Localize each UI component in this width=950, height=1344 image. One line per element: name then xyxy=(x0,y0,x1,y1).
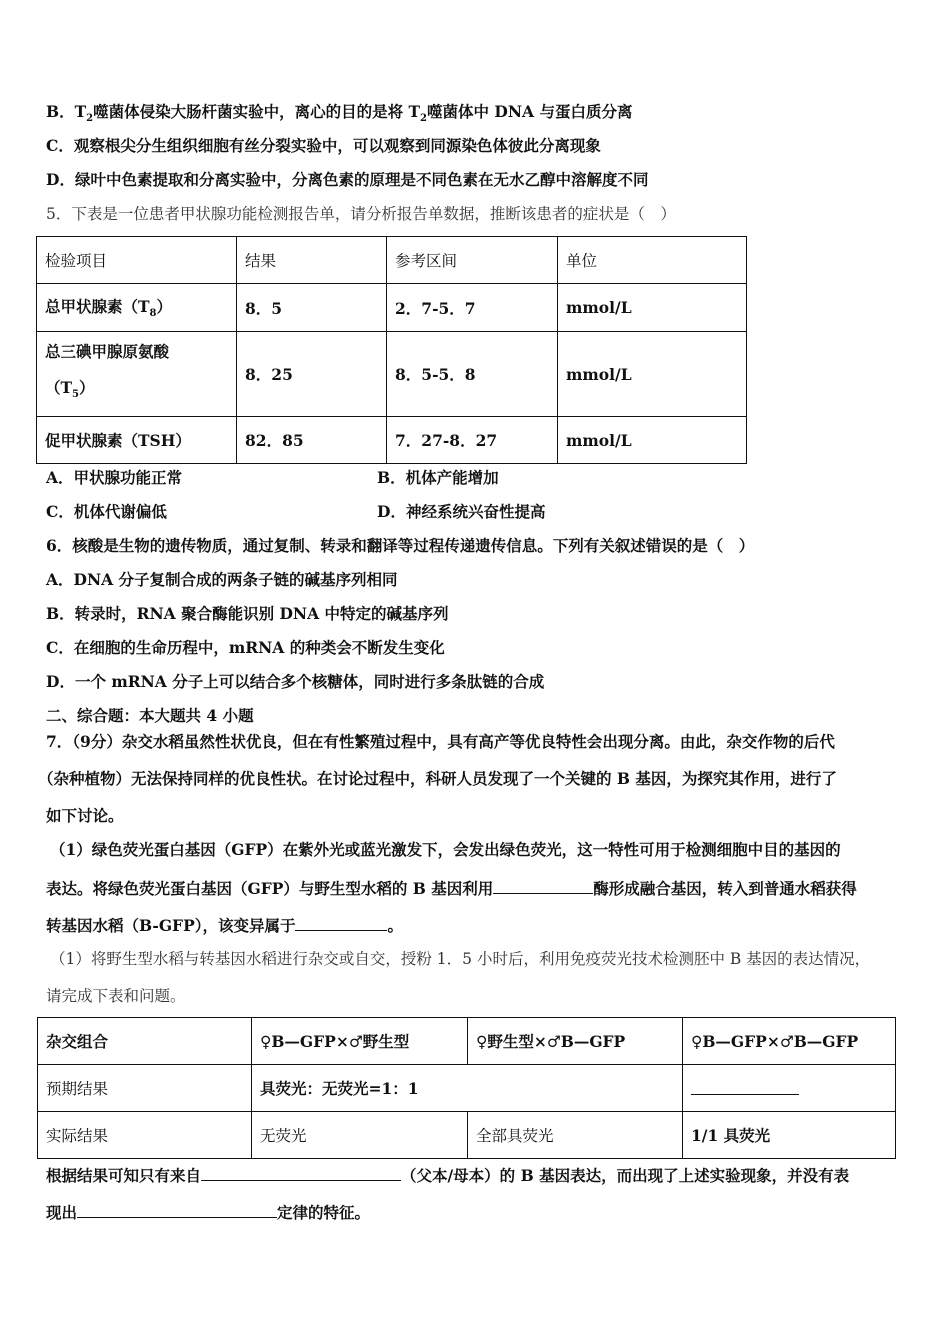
q7-part2-line2: 请完成下表和问题。 xyxy=(46,987,186,1005)
table-cell: 促甲状腺素（TSH） xyxy=(37,417,237,464)
q6-stem: 6．核酸是生物的遗传物质，通过复制、转录和翻译等过程传递遗传信息。下列有关叙述错误的是（ ） xyxy=(46,536,755,555)
section-heading: 二、综合题：本大题共 4 小题 xyxy=(46,706,254,725)
q7-part1-line2: 表达。将绿色荧光蛋白基因（GFP）与野生型水稻的 B 基因利用 酶形成融合基因，转入到普通水稻获得 xyxy=(46,879,857,898)
q6-option-c: C．在细胞的生命历程中，mRNA 的种类会不断发生变化 xyxy=(46,638,445,657)
table-row xyxy=(38,1112,896,1159)
table-header-row xyxy=(37,237,747,284)
table-cell: 无荧光 xyxy=(252,1112,468,1159)
table-header: 检验项目 xyxy=(37,237,237,284)
q6-option-b: B．转录时，RNA 聚合酶能识别 DNA 中特定的碱基序列 xyxy=(46,604,449,623)
table-row xyxy=(37,332,747,417)
q4-option-d: D．绿叶中色素提取和分离实验中，分离色素的原理是不同色素在无水乙醇中溶解度不同 xyxy=(46,170,649,189)
q5-option-d: D．神经系统兴奋性提高 xyxy=(377,502,546,521)
q6-option-d: D．一个 mRNA 分子上可以结合多个核糖体，同时进行多条肽链的合成 xyxy=(46,672,545,691)
answer-blank[interactable] xyxy=(691,1078,799,1095)
table-cell xyxy=(683,1065,896,1112)
table-cell: 8．5-5．8 xyxy=(387,332,558,417)
table-cell: mmol/L xyxy=(558,417,747,464)
answer-blank[interactable] xyxy=(493,877,593,894)
q7-stem-line1: 7．（9分）杂交水稻虽然性状优良，但在有性繁殖过程中，具有高产等优良特性会出现分离。由此，杂交作物的后代 xyxy=(46,732,835,751)
table-header-row xyxy=(38,1018,896,1065)
table-cell: 2．7-5．7 xyxy=(387,284,558,332)
table-row xyxy=(37,417,747,464)
q5-option-c: C．机体代谢偏低 xyxy=(46,502,167,521)
table-header: ♀B—GFP×♂野生型 xyxy=(252,1018,468,1065)
q6-option-a: A．DNA 分子复制合成的两条子链的碱基序列相同 xyxy=(46,570,398,589)
q7-conclusion-line2: 现出 定律的特征。 xyxy=(46,1203,371,1222)
table-header: 参考区间 xyxy=(387,237,558,284)
table-row xyxy=(38,1065,896,1112)
answer-blank[interactable] xyxy=(295,914,387,931)
table-header: 杂交组合 xyxy=(38,1018,252,1065)
answer-blank[interactable] xyxy=(77,1201,277,1218)
table-header: 结果 xyxy=(237,237,387,284)
table-row xyxy=(37,284,747,332)
table-header: ♀B—GFP×♂B—GFP xyxy=(683,1018,896,1065)
table-cell: 全部具荧光 xyxy=(468,1112,683,1159)
q7-part1-line1: （1）绿色荧光蛋白基因（GFP）在紫外光或蓝光激发下，会发出绿色荧光，这一特性可用于检测细胞中目的基因的 xyxy=(50,840,841,859)
q5-option-b: B．机体产能增加 xyxy=(377,468,499,487)
table-cell: 8．5 xyxy=(237,284,387,332)
table-cell: 1/1 具荧光 xyxy=(683,1112,896,1159)
table-cell: 总甲状腺素$(T_8)$ xyxy=(37,284,237,332)
q7-part2-line1: （1）将野生型水稻与转基因水稻进行杂交或自交，授粉 1．5 小时后，利用免疫荧光技术检测胚中 B 基因的表达情况， xyxy=(50,950,871,968)
table-cell: 7．27-8．27 xyxy=(387,417,558,464)
q5-stem: 5．下表是一位患者甲状腺功能检测报告单，请分析报告单数据，推断该患者的症状是（ ） xyxy=(46,205,676,223)
table-header: ♀野生型×♂B—GFP xyxy=(468,1018,683,1065)
q7-part1-line3: 转基因水稻（B-GFP），该变异属于 。 xyxy=(46,916,403,935)
q7-stem-line3: 如下讨论。 xyxy=(46,806,124,825)
q7-table xyxy=(37,1017,896,1159)
q5-table xyxy=(36,236,747,464)
table-cell: 总三碘甲腺原氨酸 $(T_5)$ xyxy=(37,332,237,417)
table-cell: 预期结果 xyxy=(38,1065,252,1112)
q7-stem-line2: （杂种植物）无法保持同样的优良性状。在讨论过程中，科研人员发现了一个关键的 B 基因，为探究其作用，进行了 xyxy=(38,769,837,788)
table-cell: 实际结果 xyxy=(38,1112,252,1159)
table-cell: mmol/L xyxy=(558,332,747,417)
table-cell: mmol/L xyxy=(558,284,747,332)
table-cell: 82．85 xyxy=(237,417,387,464)
q4-option-c: C．观察根尖分生组织细胞有丝分裂实验中，可以观察到同源染色体彼此分离现象 xyxy=(46,136,601,155)
table-cell: 8．25 xyxy=(237,332,387,417)
table-cell: 具荧光：无荧光=1：1 xyxy=(252,1065,683,1112)
table-header: 单位 xyxy=(558,237,747,284)
q4-option-b: B．$T_2$噬菌体侵染大肠杆菌实验中，离心的目的是将 $T_2$噬菌体中 DNA 与蛋白质分离 xyxy=(46,102,633,125)
answer-blank[interactable] xyxy=(201,1164,401,1181)
q5-option-a: A．甲状腺功能正常 xyxy=(46,468,183,487)
q7-conclusion-line1: 根据结果可知只有来自 （父本/母本）的 B 基因表达，而出现了上述实验现象，并没有表 xyxy=(46,1166,850,1185)
